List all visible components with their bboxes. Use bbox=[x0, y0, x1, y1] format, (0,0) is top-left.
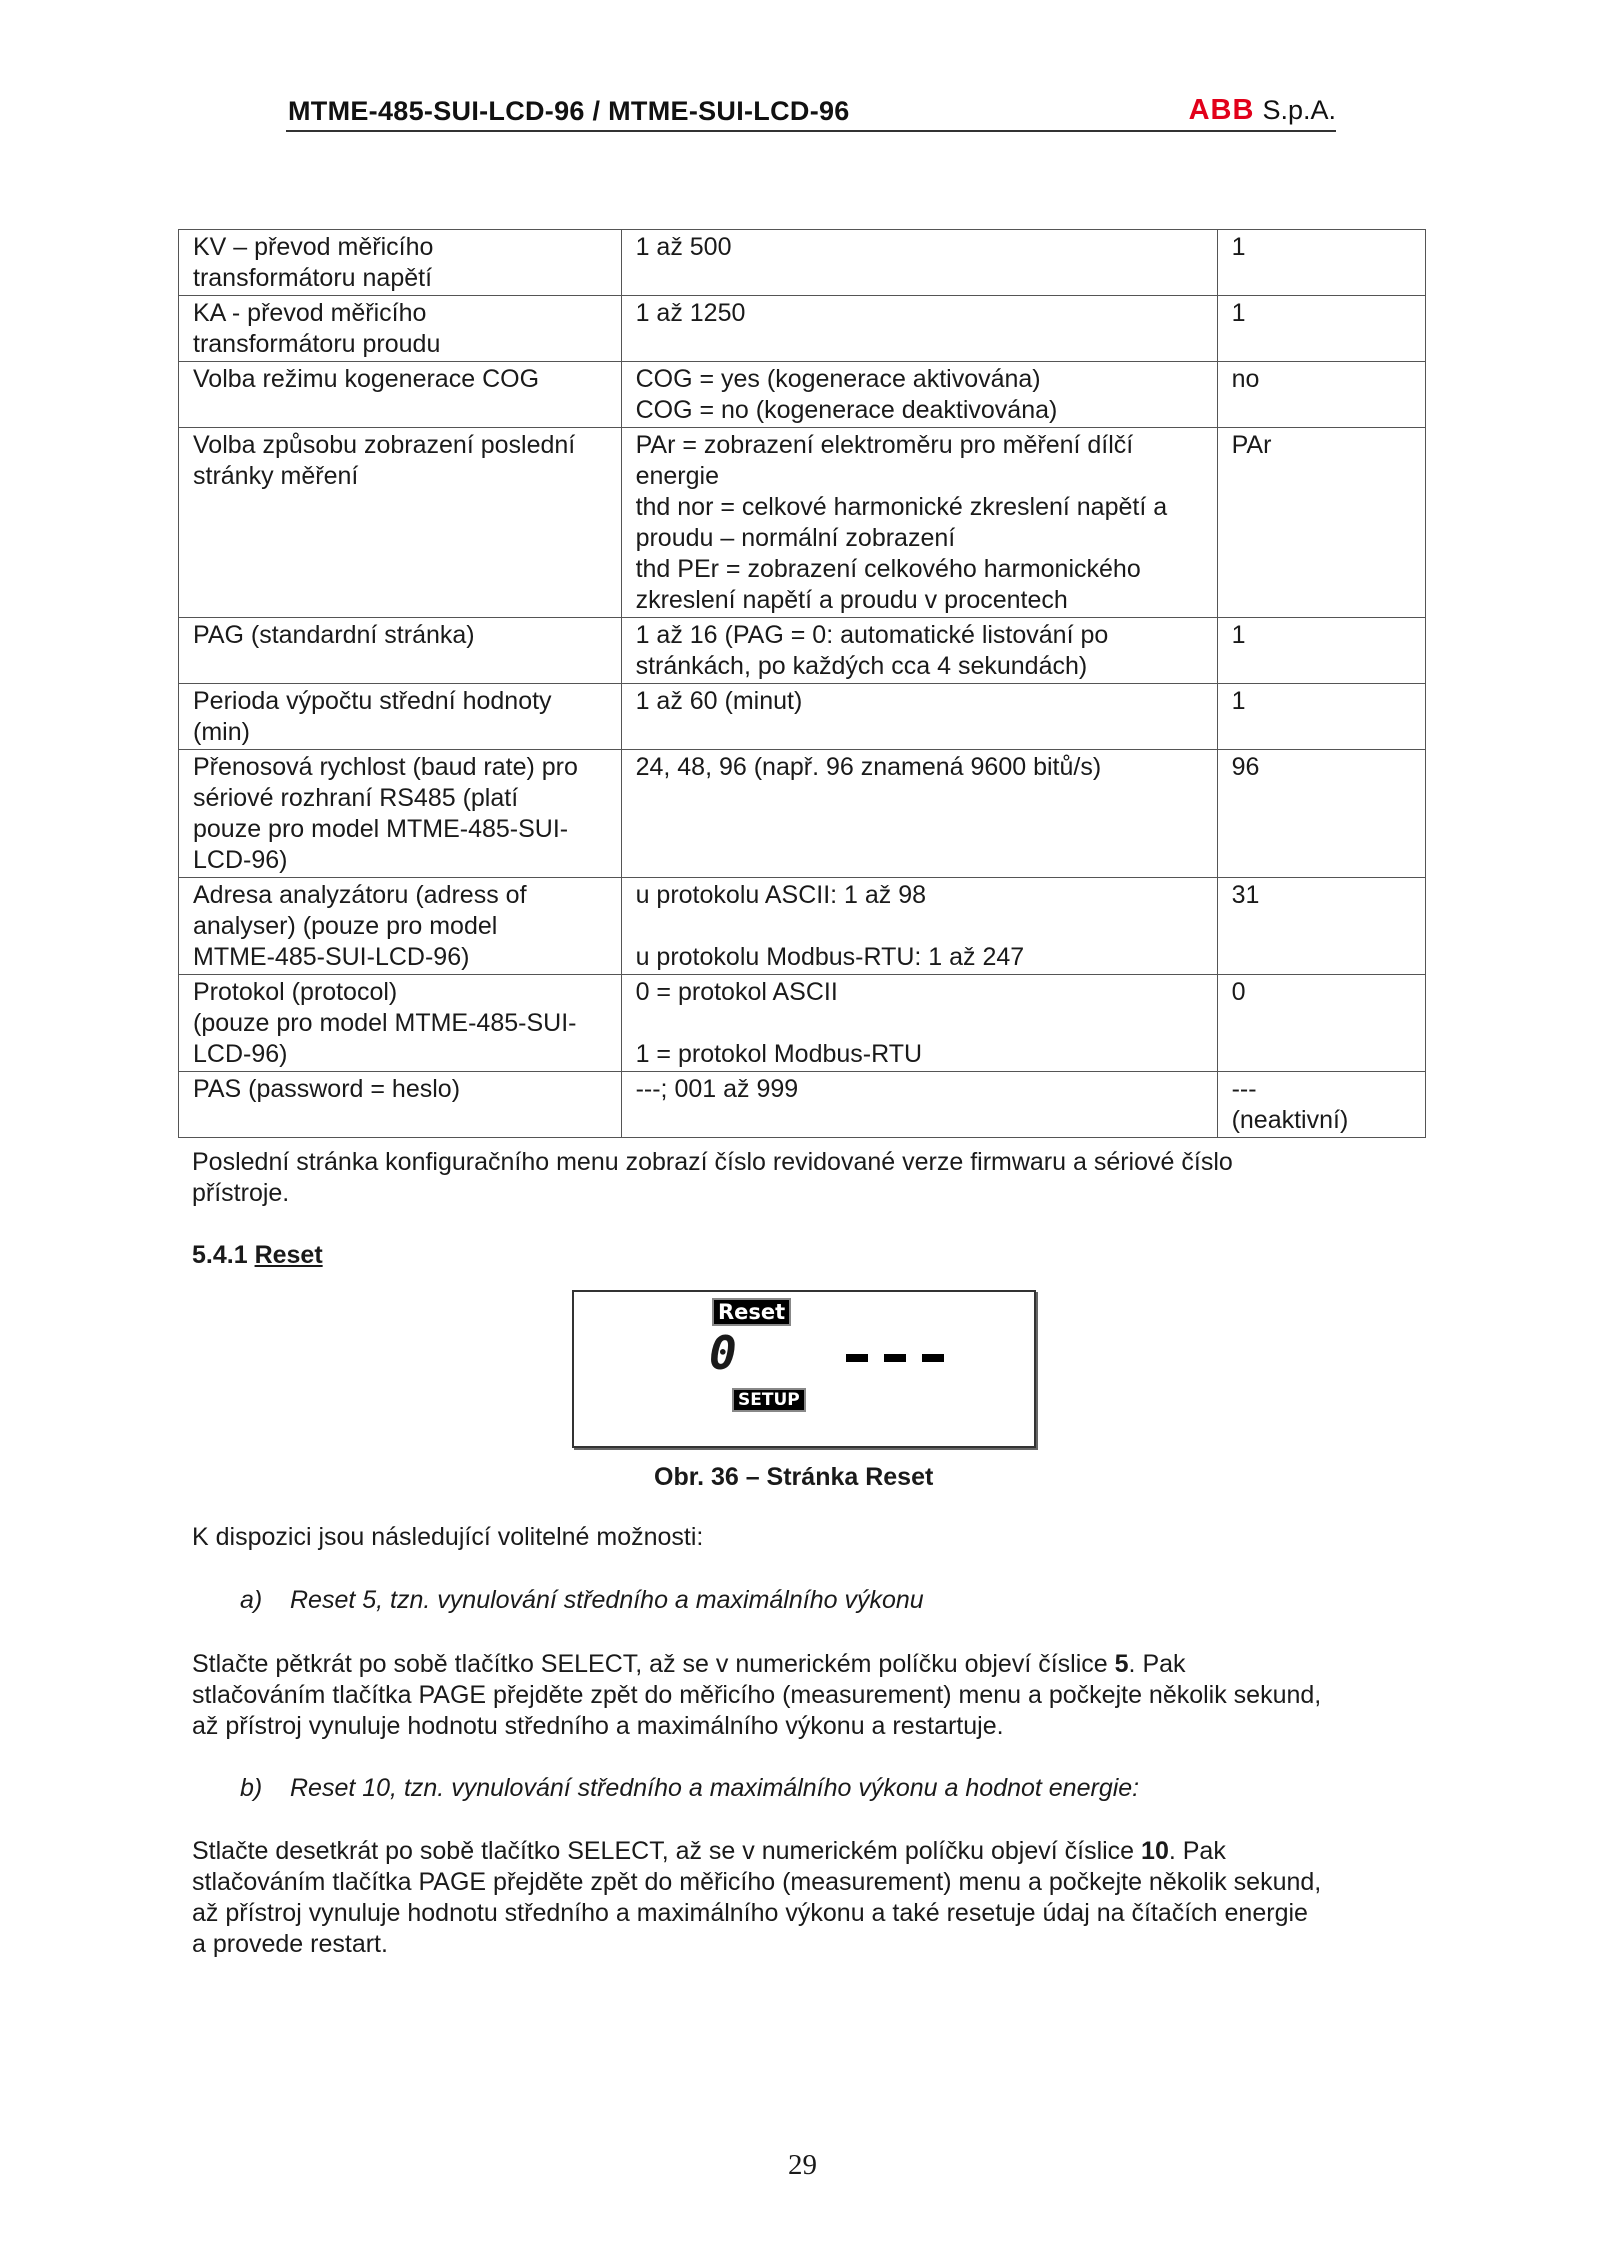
table-row bbox=[179, 362, 1426, 428]
text-run: Stlačte pětkrát po sobě tlačítko SELECT, až se v numerickém políčku objeví číslice bbox=[192, 1650, 1115, 1678]
company-suffix: S.p.A. bbox=[1262, 95, 1336, 125]
cell-line: COG = no (kogenerace deaktivována) bbox=[635, 396, 1058, 424]
default-cell bbox=[1217, 362, 1425, 428]
cell-line: pouze pro model MTME-485-SUI- bbox=[193, 815, 569, 843]
figure-caption: Obr. 36 – Stránka Reset bbox=[654, 1463, 934, 1491]
lcd-reset-display bbox=[572, 1290, 1036, 1448]
cell-line: (neaktivní) bbox=[1231, 1106, 1349, 1134]
table-row bbox=[179, 750, 1426, 878]
cell-line: Protokol (protocol) bbox=[193, 978, 398, 1006]
default-cell bbox=[1217, 230, 1425, 296]
parameter-cell bbox=[179, 878, 622, 975]
cell-line: 1 až 16 (PAG = 0: automatické listování po bbox=[635, 621, 1109, 649]
cell-line: PAS (password = heslo) bbox=[193, 1075, 461, 1103]
range-cell bbox=[621, 230, 1217, 296]
table-row bbox=[179, 878, 1426, 975]
bold-number: 5 bbox=[1114, 1650, 1129, 1678]
cell-line: (min) bbox=[193, 718, 250, 746]
range-cell bbox=[621, 362, 1217, 428]
cell-line: u protokolu Modbus-RTU: 1 až 247 bbox=[635, 943, 1025, 971]
cell-line: 1 = protokol Modbus-RTU bbox=[635, 1040, 923, 1068]
default-cell bbox=[1217, 975, 1425, 1072]
default-cell bbox=[1217, 878, 1425, 975]
cell-line: KA - převod měřicího bbox=[193, 299, 427, 327]
default-cell bbox=[1217, 618, 1425, 684]
cell-line: zkreslení napětí a proudu v procentech bbox=[635, 586, 1068, 614]
cell-line: PAG (standardní stránka) bbox=[193, 621, 475, 649]
cell-line: 1 bbox=[1231, 687, 1246, 715]
paragraph-line: stlačováním tlačítka PAGE přejděte zpět do měřicího (measurement) menu a počkejte několik sekund, bbox=[192, 1868, 1322, 1896]
firmware-paragraph bbox=[192, 1147, 1233, 1209]
cell-line: 1 až 500 bbox=[635, 233, 732, 261]
paragraph-line: až přístroj vynuluje hodnotu středního a maximálního výkonu a také resetuje údaj na čítačích energie bbox=[192, 1899, 1308, 1927]
cell-line: 0 = protokol ASCII bbox=[635, 978, 838, 1006]
parameter-cell bbox=[179, 230, 622, 296]
section-heading bbox=[192, 1241, 323, 1270]
range-cell bbox=[621, 684, 1217, 750]
lcd-dash bbox=[846, 1354, 868, 1362]
range-cell bbox=[621, 296, 1217, 362]
cell-line: Adresa analyzátoru (adress of bbox=[193, 881, 527, 909]
cell-line: KV – převod měřicího bbox=[193, 233, 434, 261]
cell-line: 0 bbox=[1231, 978, 1246, 1006]
paragraph-line: až přístroj vynuluje hodnotu středního a maximálního výkonu a restartuje. bbox=[192, 1712, 1004, 1740]
cell-line: MTME-485-SUI-LCD-96) bbox=[193, 943, 470, 971]
cell-line: analyser) (pouze pro model bbox=[193, 912, 498, 940]
paragraph-line: stlačováním tlačítka PAGE přejděte zpět do měřicího (measurement) menu a počkejte několik sekund, bbox=[192, 1681, 1322, 1709]
page-header bbox=[286, 96, 1336, 132]
cell-line: COG = yes (kogenerace aktivována) bbox=[635, 365, 1041, 393]
cell-line: ---; 001 až 999 bbox=[635, 1075, 799, 1103]
cell-line: 1 až 1250 bbox=[635, 299, 746, 327]
option-b-text: Reset 10, tzn. vynulování středního a maximálního výkonu a hodnot energie: bbox=[290, 1774, 1140, 1802]
cell-line: stránky měření bbox=[193, 462, 359, 490]
parameter-cell bbox=[179, 1072, 622, 1138]
lcd-setup-tag: SETUP bbox=[732, 1388, 806, 1412]
option-a-paragraph bbox=[192, 1649, 1321, 1742]
cell-line: proudu – normální zobrazení bbox=[635, 524, 956, 552]
lcd-digit: 0 bbox=[709, 1326, 737, 1380]
section-number: 5.4.1 bbox=[192, 1241, 248, 1269]
bold-number: 10 bbox=[1141, 1837, 1169, 1865]
default-cell bbox=[1217, 1072, 1425, 1138]
cell-line: thd nor = celkové harmonické zkreslení napětí a bbox=[635, 493, 1168, 521]
cell-line: LCD-96) bbox=[193, 846, 288, 874]
abb-logo: ABB bbox=[1188, 94, 1255, 126]
range-cell bbox=[621, 428, 1217, 618]
cell-line: 1 bbox=[1231, 621, 1246, 649]
cell-line: Volba způsobu zobrazení poslední bbox=[193, 431, 576, 459]
text-run: Stlačte desetkrát po sobě tlačítko SELECT, až se v numerickém políčku objeví číslice bbox=[192, 1837, 1142, 1865]
parameter-cell bbox=[179, 428, 622, 618]
cell-line: Volba režimu kogenerace COG bbox=[193, 365, 540, 393]
cell-line: u protokolu ASCII: 1 až 98 bbox=[635, 881, 927, 909]
cell-line: stránkách, po každých cca 4 sekundách) bbox=[635, 652, 1088, 680]
option-a-heading bbox=[240, 1586, 924, 1615]
cell-line: Perioda výpočtu střední hodnoty bbox=[193, 687, 552, 715]
cell-line: sériové rozhraní RS485 (platí bbox=[193, 784, 519, 812]
text-run: . Pak bbox=[1168, 1837, 1226, 1865]
parameter-cell bbox=[179, 975, 622, 1072]
parameter-cell bbox=[179, 684, 622, 750]
parameter-table bbox=[178, 229, 1426, 1138]
range-cell bbox=[621, 975, 1217, 1072]
cell-line: LCD-96) bbox=[193, 1040, 288, 1068]
paragraph-line bbox=[192, 1836, 1321, 1867]
cell-line: PAr bbox=[1231, 431, 1272, 459]
lcd-reset-tag: Reset bbox=[712, 1298, 791, 1326]
table-row bbox=[179, 975, 1426, 1072]
company-name bbox=[1189, 94, 1336, 127]
option-a-label: a) bbox=[240, 1586, 263, 1614]
paragraph-line: přístroje. bbox=[192, 1179, 290, 1207]
cell-line bbox=[636, 911, 1203, 942]
options-intro: K dispozici jsou následující volitelné možnosti: bbox=[192, 1523, 704, 1551]
lcd-dash bbox=[922, 1354, 944, 1362]
cell-line: transformátoru proudu bbox=[193, 330, 441, 358]
text-run: . Pak bbox=[1128, 1650, 1186, 1678]
parameter-cell bbox=[179, 296, 622, 362]
cell-line: 96 bbox=[1231, 753, 1260, 781]
table-row bbox=[179, 1072, 1426, 1138]
table-row bbox=[179, 296, 1426, 362]
cell-line: 31 bbox=[1231, 881, 1260, 909]
range-cell bbox=[621, 1072, 1217, 1138]
cell-line: Přenosová rychlost (baud rate) pro bbox=[193, 753, 578, 781]
section-title: Reset bbox=[254, 1241, 323, 1269]
parameter-cell bbox=[179, 750, 622, 878]
paragraph-line bbox=[192, 1649, 1321, 1680]
cell-line: 1 bbox=[1231, 299, 1246, 327]
table-row bbox=[179, 618, 1426, 684]
lcd-dash bbox=[884, 1354, 906, 1362]
cell-line: PAr = zobrazení elektroměru pro měření dílčí bbox=[635, 431, 1134, 459]
default-cell bbox=[1217, 684, 1425, 750]
default-cell bbox=[1217, 750, 1425, 878]
cell-line: 1 bbox=[1231, 233, 1246, 261]
cell-line: 1 až 60 (minut) bbox=[635, 687, 803, 715]
option-b-paragraph bbox=[192, 1836, 1321, 1960]
default-cell bbox=[1217, 428, 1425, 618]
paragraph-line: a provede restart. bbox=[192, 1930, 388, 1958]
parameter-table-body bbox=[179, 230, 1426, 1138]
page-number: 29 bbox=[788, 2149, 817, 2181]
cell-line: thd PEr = zobrazení celkového harmonického bbox=[635, 555, 1141, 583]
default-cell bbox=[1217, 296, 1425, 362]
cell-line: --- bbox=[1231, 1075, 1257, 1103]
range-cell bbox=[621, 618, 1217, 684]
option-b-heading bbox=[240, 1774, 1139, 1803]
table-row bbox=[179, 428, 1426, 618]
parameter-cell bbox=[179, 618, 622, 684]
cell-line bbox=[636, 1008, 1203, 1039]
table-row bbox=[179, 230, 1426, 296]
cell-line: no bbox=[1231, 365, 1260, 393]
cell-line: 24, 48, 96 (např. 96 znamená 9600 bitů/s) bbox=[635, 753, 1102, 781]
option-b-label: b) bbox=[240, 1774, 263, 1802]
range-cell bbox=[621, 878, 1217, 975]
paragraph-line: Poslední stránka konfiguračního menu zobrazí číslo revidované verze firmwaru a sériové číslo bbox=[192, 1148, 1233, 1176]
parameter-cell bbox=[179, 362, 622, 428]
range-cell bbox=[621, 750, 1217, 878]
table-row bbox=[179, 684, 1426, 750]
cell-line: energie bbox=[635, 462, 719, 490]
cell-line: (pouze pro model MTME-485-SUI- bbox=[193, 1009, 577, 1037]
document-title: MTME-485-SUI-LCD-96 / MTME-SUI-LCD-96 bbox=[288, 96, 850, 126]
option-a-text: Reset 5, tzn. vynulování středního a maximálního výkonu bbox=[290, 1586, 924, 1614]
cell-line: transformátoru napětí bbox=[193, 264, 433, 292]
